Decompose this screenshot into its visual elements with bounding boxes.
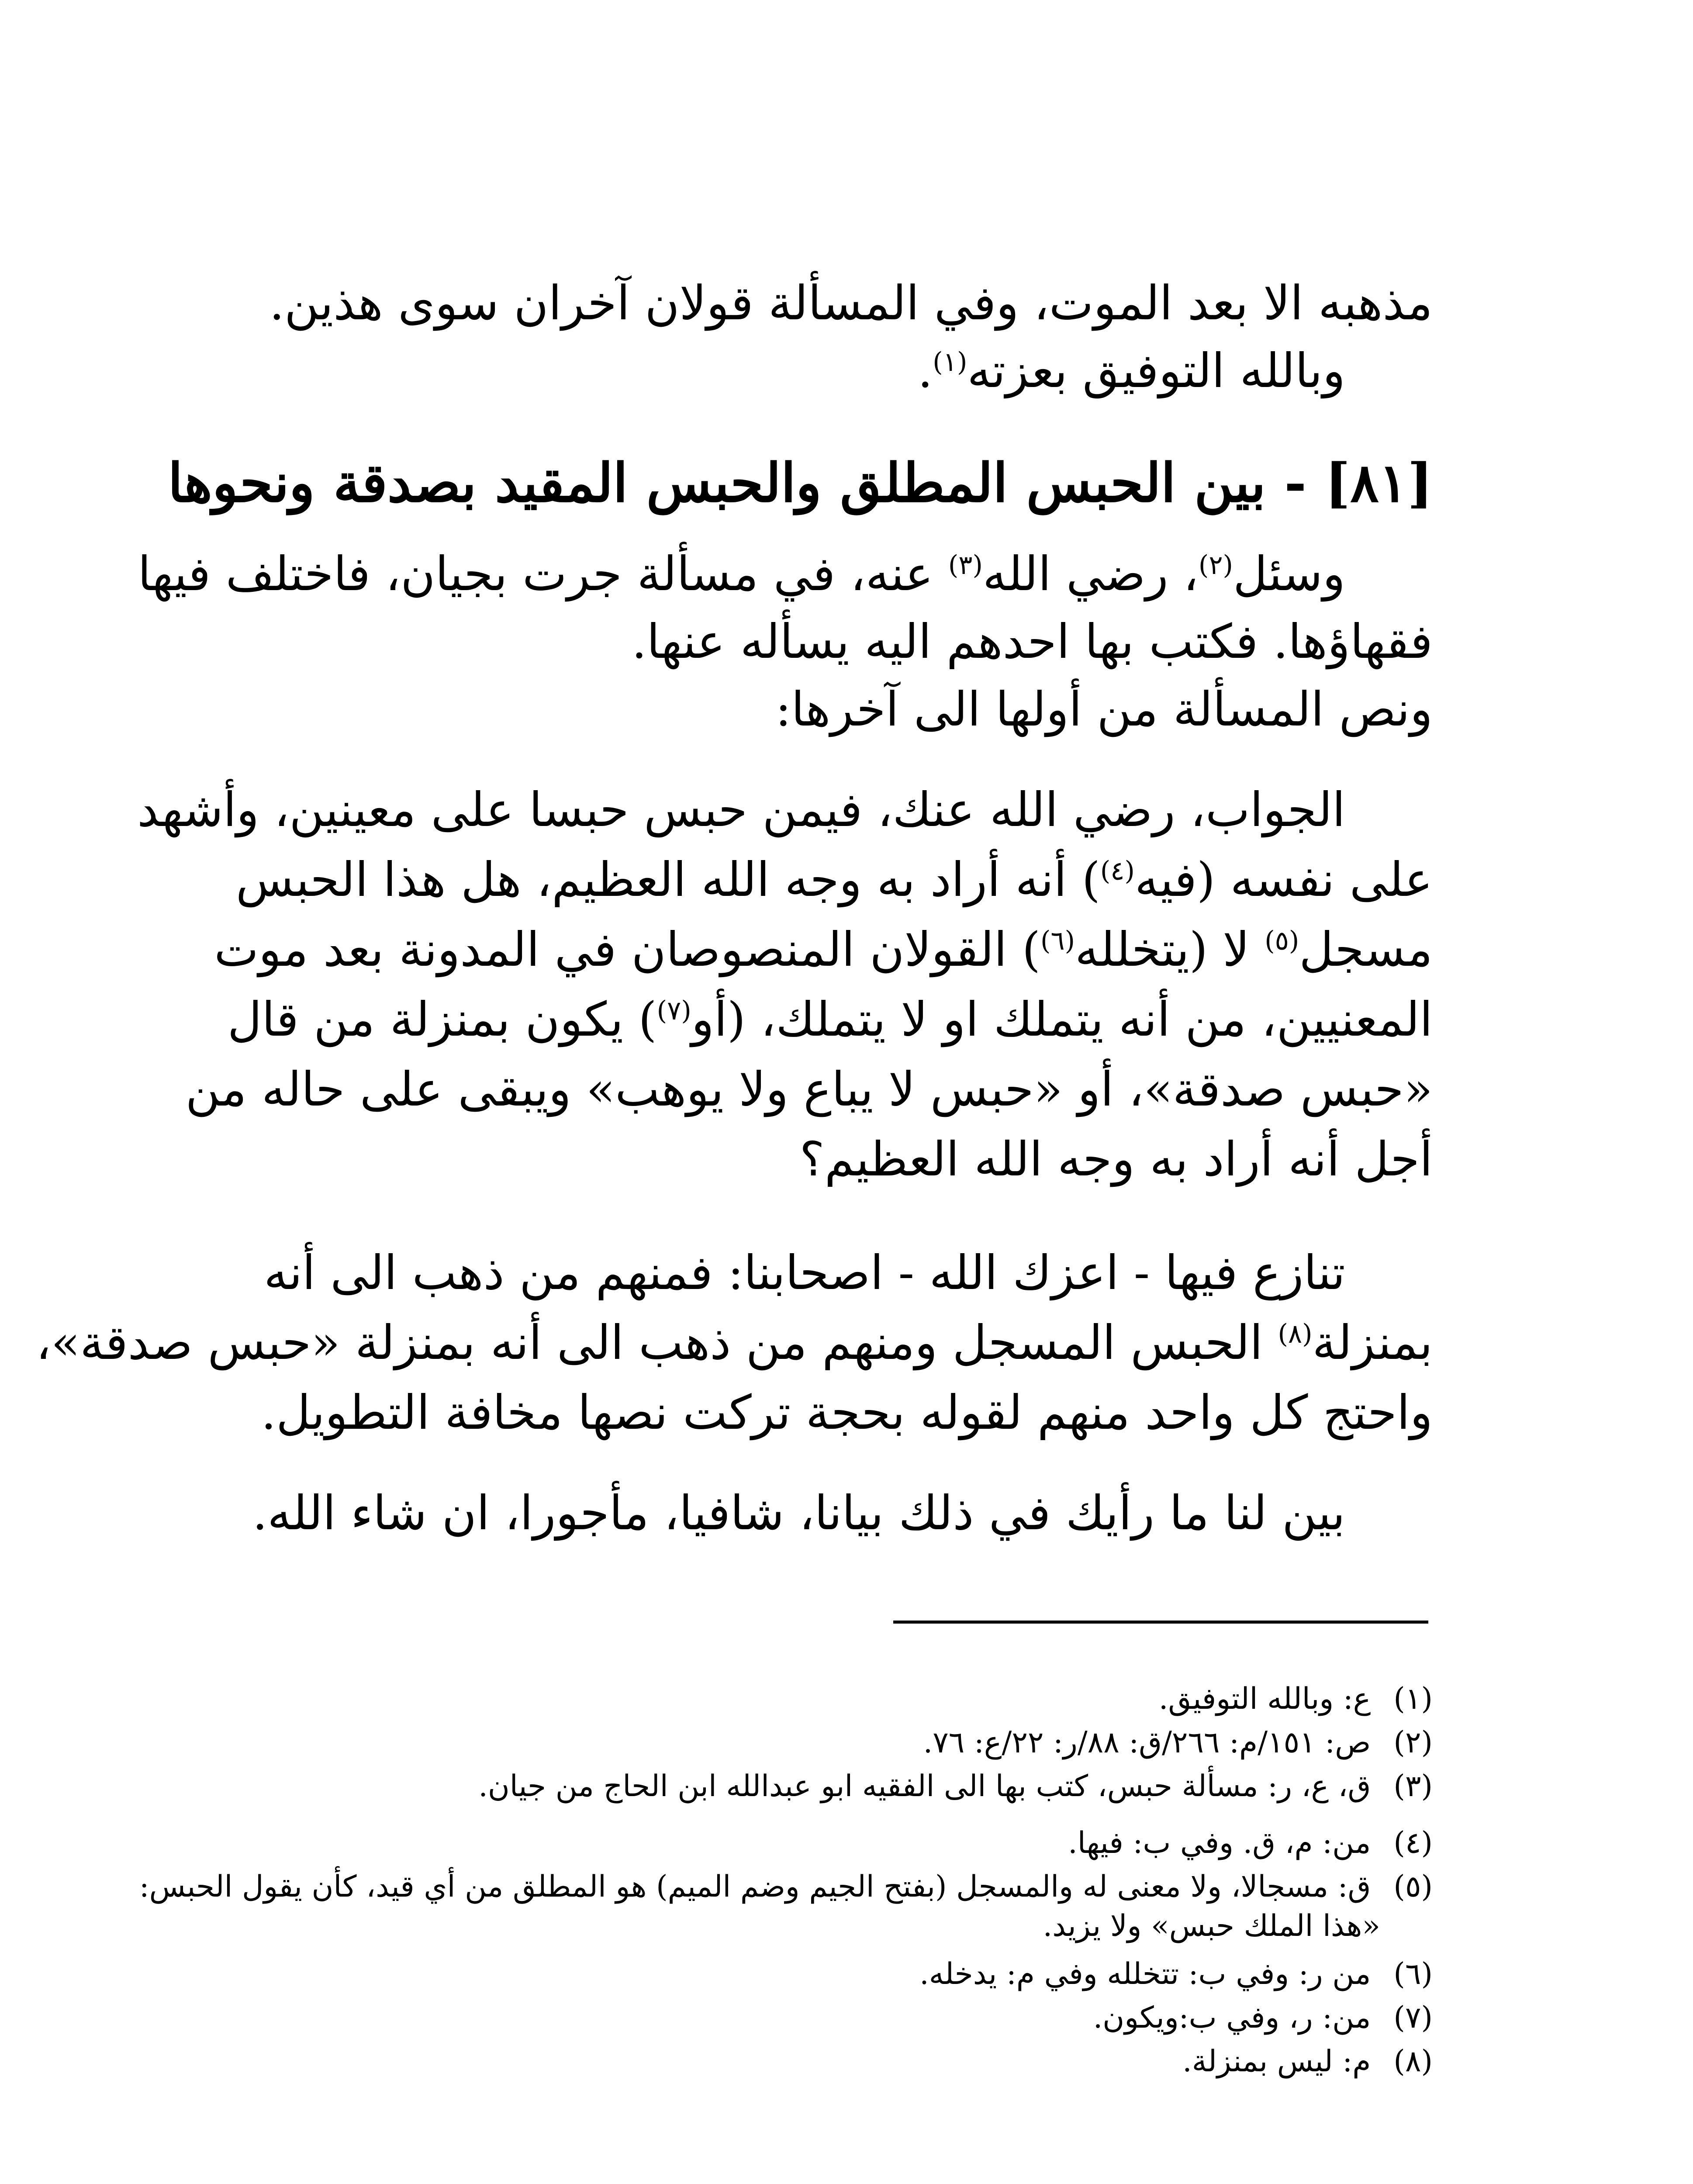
question-text: ) يكون بمنزلة من قال <box>227 992 657 1047</box>
closing-text: بين لنا ما رأيك في ذلك بيانا، شافيا، مأجورا، ان شاء الله. <box>252 1486 1345 1541</box>
intro-text: ونص المسألة من أولها الى آخرها: <box>775 682 1433 737</box>
text-line <box>271 609 1433 675</box>
footnote-text: م: ليس بمنزلة. <box>1182 2044 1371 2079</box>
footnote-5-continuation <box>253 1909 1433 1944</box>
footnote-5 <box>139 1870 1433 1904</box>
footnote-2 <box>253 1725 1433 1760</box>
text-line <box>185 1057 1433 1123</box>
footnote-text: ق: مسجالا، ولا معنى له والمسجل (بفتح الجيم وضم الميم) هو المطلق من أي قيد، كأن يقول الحبس: <box>139 1870 1371 1904</box>
footnote-number: (٤) <box>1393 1826 1433 1860</box>
footnote-text: من ر: وفي ب: تتخلله وفي م: يدخله. <box>919 1957 1371 1991</box>
footnote-ref[interactable]: (٣) <box>948 550 983 581</box>
carryover-line-1: مذهبه الا بعد الموت، وفي المسألة قولان آخران سوى هذين. <box>269 276 1433 331</box>
footnote-number: (١) <box>1393 1682 1433 1716</box>
dispute-text: بمنزلة <box>1312 1316 1433 1370</box>
text-line <box>271 677 1433 743</box>
footnote-7 <box>253 2001 1433 2035</box>
footnote-number: (٨) <box>1393 2044 1433 2079</box>
dispute-text: واحتج كل واحد منهم لقوله بحجة تركت نصها مخافة التطويل. <box>261 1386 1433 1440</box>
question-text: مسجل <box>1299 923 1433 977</box>
intro-paragraph <box>138 542 1433 751</box>
intro-text: فقهاؤها. فكتب بها احدهم اليه يسأله عنها. <box>632 615 1433 669</box>
dispute-text: تنازع فيها - اعزك الله - اصحابنا: فمنهم من ذهب الى أنه <box>264 1246 1345 1300</box>
question-text: أجل أنه أراد به وجه الله العظيم؟ <box>799 1132 1433 1187</box>
intro-text: عنه، في مسألة جرت بجيان، فاختلف فيها <box>138 547 948 601</box>
closing-paragraph <box>252 1481 1433 1551</box>
question-text: ) القولان المنصوصان في المدونة بعد موت <box>214 923 1040 977</box>
question-text: المعنيين، من أنه يتملك او لا يتملك، (أو <box>691 992 1433 1047</box>
footnote-ref[interactable]: (٨) <box>1278 1319 1313 1349</box>
section-number: [٨١] <box>1325 451 1433 514</box>
footnote-ref[interactable]: (٦) <box>1040 926 1075 956</box>
carryover-line-2: وبالله التوفيق بعزته <box>967 344 1345 398</box>
question-text: «حبس صدقة»، أو «حبس لا يباع ولا يوهب» ويبقى على حاله من <box>185 1062 1433 1117</box>
section-title: - بين الحبس المطلق والحبس المقيد بصدقة ونحوها <box>168 451 1306 514</box>
section-heading <box>168 446 1433 520</box>
footnote-separator <box>893 1621 1428 1624</box>
text-line <box>214 917 1433 983</box>
footnote-6 <box>253 1957 1433 1992</box>
text-line <box>138 542 1433 607</box>
text-line <box>252 1481 1433 1546</box>
question-text: لا (يتخلله <box>1075 923 1265 977</box>
text-line <box>271 339 1433 404</box>
footnote-text: ق، ع، ر: مسألة حبس، كتب بها الى الفقيه ابو عبدالله ابن الحاج من جيان. <box>478 1769 1371 1804</box>
footnote-number: (٥) <box>1393 1870 1433 1904</box>
text-line <box>235 847 1433 913</box>
footnote-text: من: م، ق. وفي ب: فيها. <box>1068 1826 1371 1860</box>
footnote-text: ع: وبالله التوفيق. <box>1158 1682 1371 1716</box>
footnote-number: (٣) <box>1393 1769 1433 1804</box>
text-line <box>264 1241 1433 1306</box>
footnote-number: (٧) <box>1393 2001 1433 2035</box>
footnote-ref[interactable]: (٥) <box>1265 926 1299 956</box>
footnote-1 <box>253 1682 1433 1717</box>
question-text: ) أنه أراد به وجه الله العظيم، هل هذا الحبس <box>235 853 1100 907</box>
question-paragraph <box>137 778 1433 1197</box>
carryover-line-2-end: . <box>917 344 933 398</box>
carryover-text <box>271 271 1433 419</box>
text-line <box>36 1310 1433 1376</box>
heading-line <box>168 446 1433 520</box>
text-line <box>261 1380 1433 1446</box>
dispute-text: الحبس المسجل ومنهم من ذهب الى أنه بمنزلة «حبس صدقة»، <box>36 1316 1278 1370</box>
question-text: الجواب، رضي الله عنك، فيمن حبس حبسا على معينين، وأشهد <box>137 783 1345 837</box>
footnote-ref[interactable]: (٧) <box>656 995 691 1026</box>
text-line <box>137 778 1433 843</box>
text-line <box>271 1127 1433 1192</box>
text-line <box>271 271 1433 336</box>
footnote-number: (٦) <box>1393 1957 1433 1991</box>
footnote-ref[interactable]: (٢) <box>1198 550 1233 581</box>
footnote-ref[interactable]: (٤) <box>1100 856 1135 886</box>
intro-text: ، رضي الله <box>982 547 1199 601</box>
text-line <box>227 987 1433 1053</box>
footnote-text: من: ر، وفي ب:ويكون. <box>1093 2001 1371 2035</box>
intro-text: وسئل <box>1233 547 1345 601</box>
footnote-text: «هذا الملك حبس» ولا يزيد. <box>1043 1909 1380 1943</box>
footnote-4 <box>253 1826 1433 1861</box>
footnote-3 <box>253 1769 1433 1804</box>
dispute-paragraph <box>36 1241 1433 1450</box>
footnote-8 <box>253 2044 1433 2079</box>
footnote-ref[interactable]: (١) <box>933 347 967 377</box>
footnote-number: (٢) <box>1393 1725 1433 1760</box>
question-text: على نفسه (فيه <box>1134 853 1433 907</box>
footnote-text: ص: ١٥١/م: ٢٦٦/ق: ٨٨/ر: ٢٢/ع: ٧٦. <box>923 1725 1371 1760</box>
